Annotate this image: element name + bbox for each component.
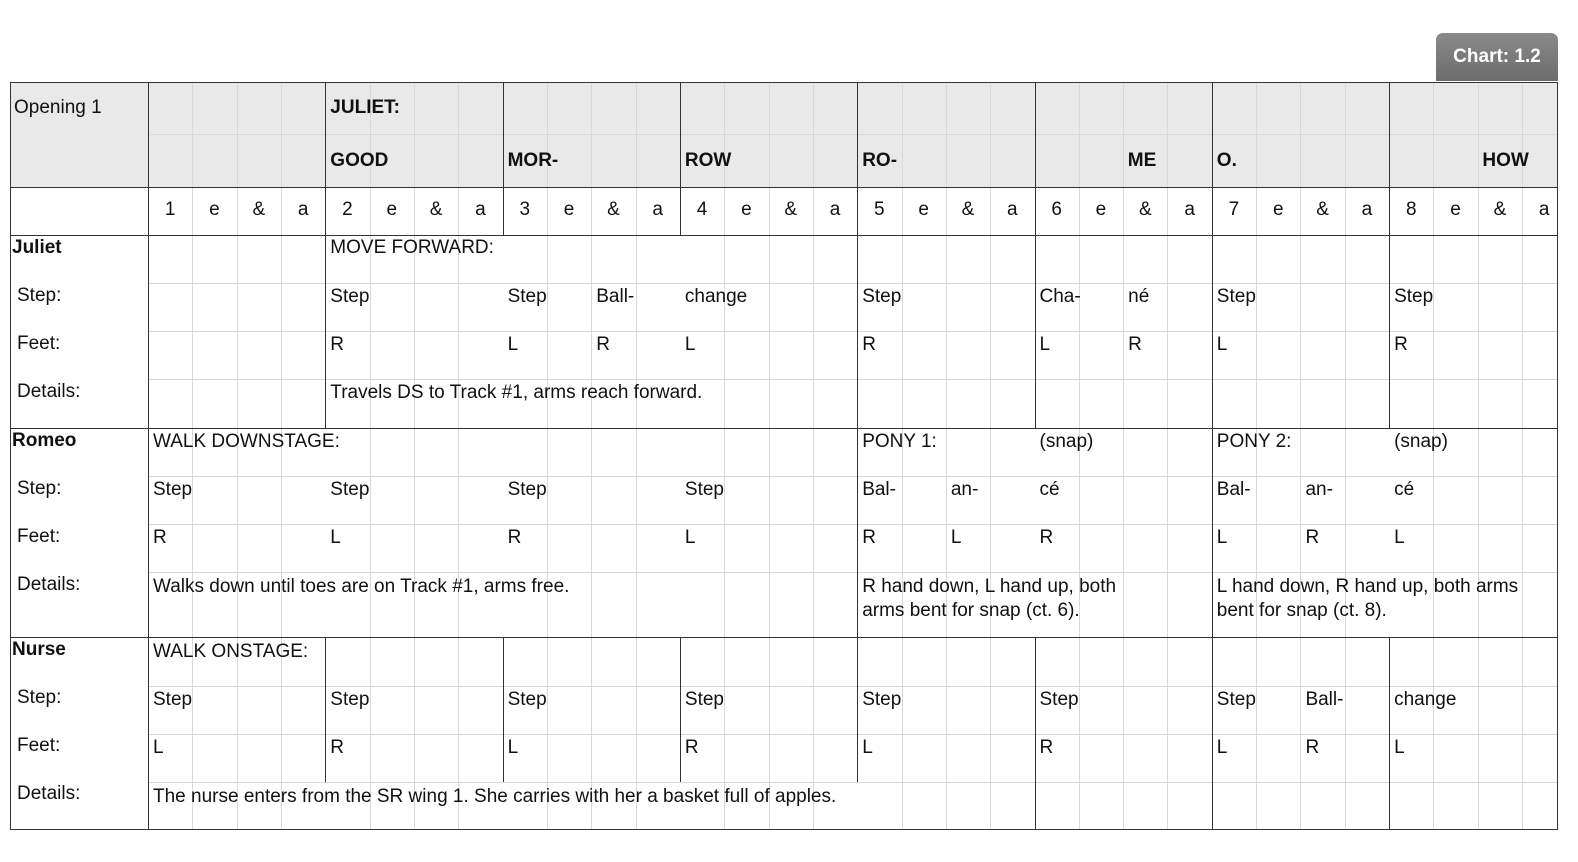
details-label: Details:: [17, 381, 81, 402]
chart-number-tab[interactable]: Chart: 1.2: [1436, 33, 1558, 81]
romeo-foot: L: [330, 527, 341, 548]
nurse-step: Ball-: [1305, 689, 1344, 710]
column-border: [10, 82, 11, 829]
juliet-foot: R: [1128, 334, 1142, 355]
juliet-move-title: MOVE FORWARD:: [330, 237, 494, 258]
romeo-foot: R: [153, 527, 167, 548]
subdivision-gridline: [1079, 82, 1080, 829]
romeo-step: Step: [330, 479, 370, 500]
subdivision-gridline: [591, 82, 592, 829]
subdivision-gridline: [1123, 82, 1124, 829]
subdivision-gridline: [724, 82, 725, 829]
nurse-step: Step: [1216, 689, 1256, 710]
beat-divider: [325, 235, 326, 428]
romeo-snap2: (snap): [1394, 431, 1448, 452]
count-label: a: [1361, 199, 1373, 220]
beat-divider: [857, 428, 858, 637]
beat-divider: [1212, 428, 1213, 637]
beat-divider: [325, 637, 326, 782]
subdivision-gridline: [1478, 82, 1479, 829]
lyric-syllable: RO-: [862, 150, 898, 171]
subdivision-gridline: [1256, 82, 1257, 829]
beat-divider: [680, 637, 681, 782]
count-label: a: [1538, 199, 1550, 220]
subdivision-gridline: [769, 82, 770, 829]
romeo-foot: L: [950, 527, 962, 548]
subdivision-gridline: [902, 82, 903, 829]
nurse-step: Step: [684, 689, 724, 710]
romeo-walk-title: WALK DOWNSTAGE:: [153, 431, 340, 452]
count-label: a: [297, 199, 309, 220]
romeo-pony2-title: PONY 2:: [1216, 431, 1292, 452]
juliet-step: Ball-: [596, 286, 635, 307]
juliet-details: Travels DS to Track #1, arms reach forward.: [330, 382, 703, 403]
subdivision-gridline: [813, 82, 814, 829]
juliet-foot: R: [1394, 334, 1408, 355]
nurse-foot: R: [1039, 737, 1054, 758]
count-label: &: [784, 199, 798, 220]
count-label: 6: [1051, 199, 1062, 220]
speaker-name: JULIET:: [330, 97, 400, 118]
nurse-step: Step: [507, 689, 547, 710]
row-gridline: [148, 283, 1557, 284]
juliet-step: Step: [1394, 286, 1434, 307]
row-gridline: [148, 782, 1557, 783]
nurse-step: Step: [1039, 689, 1079, 710]
count-label: e: [1095, 199, 1107, 220]
beat-divider: [1389, 637, 1390, 782]
lyric-syllable: HOW: [1482, 150, 1529, 171]
beat-divider: [857, 637, 858, 782]
count-label: 3: [519, 199, 531, 220]
romeo-step: cé: [1394, 479, 1415, 500]
juliet-step: Step: [1216, 286, 1256, 307]
row-gridline: [148, 476, 1557, 477]
romeo-step: cé: [1039, 479, 1060, 500]
section-border: [10, 187, 1558, 188]
nurse-foot: L: [507, 737, 519, 758]
nurse-foot: R: [1305, 737, 1320, 758]
count-label: e: [741, 199, 752, 220]
subdivision-gridline: [946, 82, 947, 829]
count-label: &: [1138, 199, 1152, 220]
beat-divider: [1389, 235, 1390, 428]
juliet-foot: R: [862, 334, 876, 355]
beat-divider: [1212, 782, 1213, 829]
count-label: e: [563, 199, 575, 220]
section-border: [10, 637, 1558, 638]
count-label: a: [1007, 199, 1018, 220]
nurse-name: Nurse: [12, 639, 66, 660]
subdivision-gridline: [547, 82, 548, 829]
count-label: &: [1493, 199, 1507, 220]
subdivision-gridline: [1345, 82, 1346, 829]
nurse-step: Step: [153, 689, 193, 710]
row-gridline: [148, 331, 1557, 332]
nurse-foot: L: [153, 737, 164, 758]
count-label: e: [1450, 199, 1461, 220]
subdivision-gridline: [458, 82, 459, 829]
beat-divider: [857, 235, 858, 428]
lyric-syllable: GOOD: [330, 150, 389, 171]
section-label: Opening 1: [14, 97, 102, 118]
count-label: a: [652, 199, 663, 220]
count-label: e: [1272, 199, 1284, 220]
count-label: &: [961, 199, 975, 220]
romeo-details-pony2: L hand down, R hand up, both arms bent for snap (ct. 8).: [1216, 576, 1519, 621]
juliet-foot: R: [596, 334, 610, 355]
nurse-foot: R: [330, 737, 345, 758]
juliet-foot: L: [507, 334, 519, 355]
row-gridline: [148, 379, 1557, 380]
juliet-foot: L: [1216, 334, 1228, 355]
romeo-foot: R: [862, 527, 876, 548]
juliet-foot: L: [684, 334, 696, 355]
count-label: 5: [874, 199, 885, 220]
count-label: a: [1184, 199, 1195, 220]
feet-label: Feet:: [17, 333, 61, 354]
romeo-step: an-: [950, 479, 979, 500]
romeo-foot: L: [1216, 527, 1228, 548]
count-label: &: [1316, 199, 1329, 220]
romeo-step: Step: [684, 479, 724, 500]
count-label: &: [252, 199, 266, 220]
nurse-foot: L: [862, 737, 873, 758]
subdivision-gridline: [1433, 82, 1434, 829]
romeo-step: Step: [153, 479, 193, 500]
nurse-details: The nurse enters from the SR wing 1. She carries with her a basket full of apples.: [153, 786, 837, 807]
romeo-foot: R: [507, 527, 522, 548]
count-label: a: [829, 199, 841, 220]
count-label: e: [386, 199, 398, 220]
romeo-step: an-: [1305, 479, 1333, 500]
feet-label: Feet:: [17, 735, 61, 756]
juliet-step: Cha-: [1039, 286, 1081, 307]
subdivision-gridline: [990, 82, 991, 829]
count-label: &: [607, 199, 620, 220]
subdivision-gridline: [192, 82, 193, 829]
romeo-step: Bal-: [1216, 479, 1251, 500]
details-label: Details:: [17, 783, 81, 804]
count-label: 1: [164, 199, 176, 220]
nurse-walk-title: WALK ONSTAGE:: [153, 641, 309, 662]
beat-divider: [1389, 782, 1390, 829]
romeo-foot: R: [1305, 527, 1320, 548]
juliet-step: Step: [862, 286, 902, 307]
column-border: [148, 82, 149, 829]
subdivision-gridline: [414, 82, 415, 829]
section-border: [10, 428, 1558, 429]
juliet-step: change: [684, 286, 748, 307]
lyric-syllable: MOR-: [507, 150, 559, 171]
row-gridline: [148, 686, 1557, 687]
section-border: [10, 235, 1558, 236]
nurse-step: change: [1394, 689, 1457, 710]
romeo-name: Romeo: [12, 430, 77, 451]
feet-label: Feet:: [17, 526, 61, 547]
romeo-snap1: (snap): [1039, 431, 1094, 452]
beat-divider: [1212, 235, 1213, 428]
lyric-syllable: ROW: [684, 150, 732, 171]
count-label: &: [429, 199, 443, 220]
step-label: Step:: [17, 285, 62, 306]
juliet-name: Juliet: [12, 237, 62, 258]
subdivision-gridline: [1300, 82, 1301, 829]
romeo-details-pony1: R hand down, L hand up, both arms bent for snap (ct. 6).: [862, 576, 1117, 621]
romeo-step: Step: [507, 479, 547, 500]
beat-divider: [1035, 637, 1036, 782]
lyric-syllable: O.: [1216, 150, 1237, 171]
count-label: a: [475, 199, 486, 220]
beat-divider: [503, 637, 504, 782]
beat-divider: [1035, 235, 1036, 428]
nurse-step: Step: [330, 689, 370, 710]
nurse-foot: L: [1216, 737, 1228, 758]
romeo-foot: R: [1039, 527, 1054, 548]
row-gridline: [148, 572, 1557, 573]
romeo-pony1-title: PONY 1:: [862, 431, 937, 452]
nurse-foot: R: [684, 737, 699, 758]
subdivision-gridline: [1522, 82, 1523, 829]
romeo-step: Bal-: [862, 479, 896, 500]
juliet-step: né: [1128, 286, 1150, 307]
subdivision-gridline: [370, 82, 371, 829]
beat-divider: [1035, 782, 1036, 829]
step-label: Step:: [17, 478, 62, 499]
subdivision-gridline: [1167, 82, 1168, 829]
count-label: 4: [696, 199, 708, 220]
row-gridline: [148, 734, 1557, 735]
nurse-foot: L: [1394, 737, 1405, 758]
row-gridline: [148, 524, 1557, 525]
column-border: [1557, 82, 1558, 829]
count-label: 2: [342, 199, 353, 220]
step-label: Step:: [17, 687, 62, 708]
subdivision-gridline: [237, 82, 238, 829]
count-label: e: [918, 199, 929, 220]
juliet-foot: L: [1039, 334, 1051, 355]
count-label: 8: [1405, 199, 1417, 220]
romeo-details-walk: Walks down until toes are on Track #1, arms free.: [153, 576, 570, 597]
count-label: 7: [1228, 199, 1240, 220]
nurse-step: Step: [862, 689, 902, 710]
romeo-foot: L: [1394, 527, 1405, 548]
details-label: Details:: [17, 574, 81, 595]
section-border: [10, 829, 1558, 830]
subdivision-gridline: [281, 82, 282, 829]
beat-divider: [1212, 637, 1213, 782]
subdivision-gridline: [636, 82, 637, 829]
row-gridline: [148, 134, 1557, 135]
count-label: e: [209, 199, 220, 220]
section-border: [10, 82, 1558, 83]
juliet-foot: R: [330, 334, 345, 355]
romeo-foot: L: [684, 527, 696, 548]
juliet-step: Step: [330, 286, 370, 307]
juliet-step: Step: [507, 286, 547, 307]
lyric-syllable: ME: [1127, 150, 1157, 171]
